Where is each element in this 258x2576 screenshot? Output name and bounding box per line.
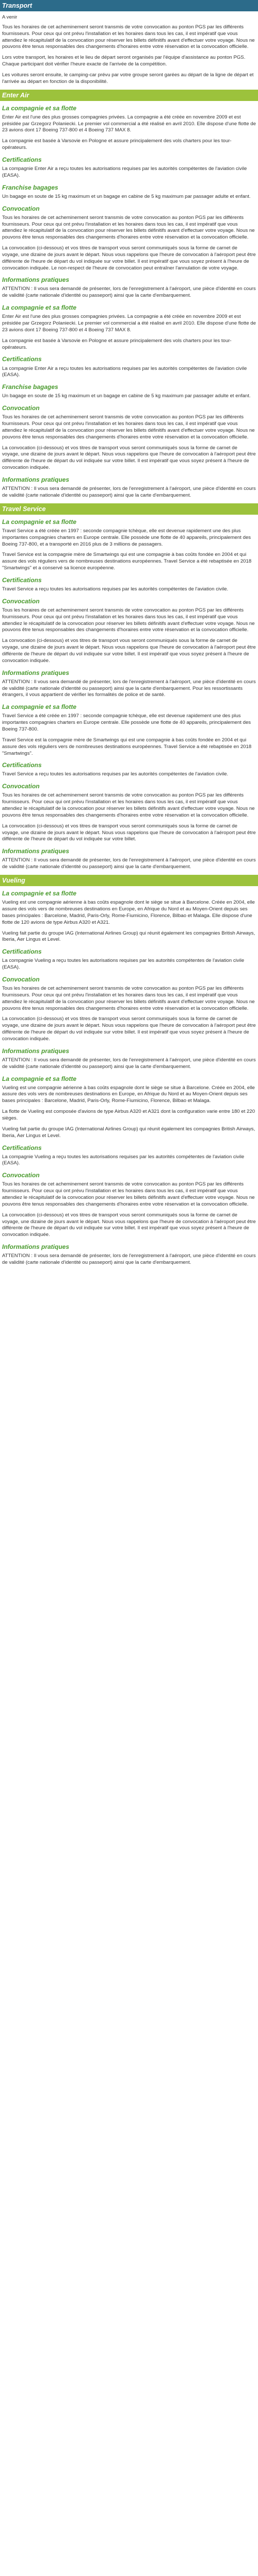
- content-block: [0, 847, 258, 871]
- paragraph: La convocation (ci-dessous) et vos titres de transport vous seront communiqués sous la forme de carnet de voyage, une dizaine de jours avant le départ. Nous vous rappelons que l'heure de convocation à l'aéroport peut être différente de l'heure de départ du vol indiquée sur votre billet. Il est impératif que vous soyez présent à l'heure de convocation indiquée. Le non-respect de l'heure de convocation peut entraîner l'annulation de votre voyage.: [2, 245, 256, 271]
- content-block: [0, 205, 258, 272]
- subsection-heading: Franchise bagages: [2, 183, 58, 191]
- paragraph: Un bagage en soute de 15 kg maximum et un bagage en cabine de 5 kg maximum par passager adulte et enfant.: [2, 193, 251, 199]
- content-block: [0, 975, 258, 1043]
- paragraph: La convocation (ci-dessous) et vos titres de transport vous seront communiqués sous la forme de carnet de voyage, une dizaine de jours avant le départ. Nous vous rappelons que l'heure de convocation à l'aéroport peut être différente de l'heure de départ du vol indiquée sur votre billet.: [2, 823, 256, 842]
- paragraph: ATTENTION : Il vous sera demandé de présenter, lors de l'enregistrement à l'aéroport, une pièce d'identité en cours de validité (carte nationale d'identité ou passeport) ainsi que la carte d'embarquement.: [2, 1253, 256, 1266]
- content-block: [0, 1144, 258, 1167]
- content-block: [0, 1047, 258, 1071]
- subsection-heading: La compagnie et sa flotte: [2, 890, 77, 897]
- paragraph: La compagnie Vueling a reçu toutes les autorisations requises par les autorités compétentes de l'aviation civile (EASA).: [2, 1154, 245, 1166]
- subsection-heading: Certifications: [2, 761, 42, 769]
- section: [0, 503, 258, 871]
- section-title-bar: Transport: [0, 0, 258, 11]
- content-block: [0, 104, 258, 151]
- content-block: [0, 518, 258, 572]
- paragraph: Enter Air est l'une des plus grosses compagnies privées. La compagnie a été créée en novembre 2009 et est présidée par Grzegorz Polaniecki. Le premier vol commercial a été réalisé en avril 2010. Elle dispose d'une flotte de 23 avions dont 17 Boeing 737-800 et 4 Boeing 737 MAX 8.: [2, 314, 256, 333]
- paragraph: ATTENTION : Il vous sera demandé de présenter, lors de l'enregistrement à l'aéroport, une pièce d'identité en cours de validité (carte nationale d'identité ou passeport) ainsi que la carte d'embarquement.: [2, 286, 256, 299]
- subsection-heading: Informations pratiques: [2, 476, 70, 483]
- paragraph: La compagnie Enter Air a reçu toutes les autorisations requises par les autorités compétentes de l'aviation civile (EASA).: [2, 365, 247, 378]
- page: [0, 0, 258, 1270]
- paragraph: ATTENTION : Il vous sera demandé de présenter, lors de l'enregistrement à l'aéroport, une pièce d'identité en cours de validité (carte nationale d'identité ou passeport) ainsi que la carte d'embarquement.: [2, 486, 256, 498]
- subsection-heading: La compagnie et sa flotte: [2, 104, 77, 112]
- paragraph: ATTENTION : Il vous sera demandé de présenter, lors de l'enregistrement à l'aéroport, une pièce d'identité en cours de validité (carte nationale d'identité ou passeport) ainsi que la carte d'embarquement.: [2, 1057, 256, 1070]
- content-block: [0, 476, 258, 499]
- subsection-heading: Convocation: [2, 205, 40, 212]
- content-block: [0, 889, 258, 943]
- paragraph: Tous les horaires de cet acheminement seront transmis de votre convocation au ponton PGS par les différents fournisseurs. Pour ceux qui ont prévu l'installation et les horaires dans tous les cas, il est impératif que vous attendiez le récapitulatif de la convocation pour réserver les billets définitifs avant d'effectuer votre voyage. Nous ne pouvons être tenus responsables des changements d'horaires entre votre réservation et la convocation officielle.: [2, 792, 255, 818]
- paragraph: Travel Service a reçu toutes les autorisations requises par les autorités compétentes de l'aviation civile.: [2, 771, 229, 777]
- paragraph: La compagnie est basée à Varsovie en Pologne et assure principalement des vols charters pour les tour-opérateurs.: [2, 337, 232, 350]
- paragraph: Travel Service a reçu toutes les autorisations requises par les autorités compétentes de l'aviation civile.: [2, 586, 229, 592]
- paragraph: Travel Service a été créée en 1997 : seconde compagnie tchèque, elle est devenue rapidement une des plus importantes compagnies charters en Europe centrale. Elle possède une flotte de 40 appareils, principalement des Boeing 737-800.: [2, 713, 251, 733]
- subsection-heading: Certifications: [2, 355, 42, 363]
- content-block: [0, 669, 258, 699]
- subsection-heading: La compagnie et sa flotte: [2, 518, 77, 526]
- paragraph: La compagnie est basée à Varsovie en Pologne et assure principalement des vols charters pour les tour-opérateurs.: [2, 138, 232, 151]
- section-title-bar: Travel Service: [0, 503, 258, 515]
- subsection-heading: Informations pratiques: [2, 1243, 70, 1251]
- paragraph: Tous les horaires de cet acheminement seront transmis de votre convocation au ponton PGS par les différents fournisseurs. Pour ceux qui ont prévu l'installation et les horaires dans tous les cas, il est impératif que vous attendiez le récapitulatif de la convocation pour réserver les billets définitifs avant d'effectuer votre voyage. Nous ne pouvons être tenus responsables des changements d'horaires entre votre réservation et la convocation officielle.: [2, 24, 255, 50]
- paragraph: ATTENTION : Il vous sera demandé de présenter, lors de l'enregistrement à l'aéroport, une pièce d'identité en cours de validité (carte nationale d'identité ou passeport) ainsi que la carte d'embarquement. Pour les ressortissants étrangers, il vous appartient de vérifier les formalités de police et de santé.: [2, 679, 256, 698]
- paragraph: Tous les horaires de cet acheminement seront transmis de votre convocation au ponton PGS par les différents fournisseurs. Pour ceux qui ont prévu l'installation et les horaires dans tous les cas, il est impératif que vous attendiez le récapitulatif de la convocation pour réserver les billets définitifs avant d'effectuer votre voyage. Nous ne pouvons être tenus responsables des changements d'horaires entre votre réservation et la convocation officielle.: [2, 986, 255, 1011]
- paragraph: La compagnie Enter Air a reçu toutes les autorisations requises par les autorités compétentes de l'aviation civile (EASA).: [2, 165, 247, 178]
- paragraph: Tous les horaires de cet acheminement seront transmis de votre convocation au ponton PGS par les différents fournisseurs. Pour ceux qui ont prévu l'installation et les horaires dans tous les cas, il est impératif que vous attendiez le récapitulatif de la convocation pour réserver les billets définitifs avant d'effectuer votre voyage. Nous ne pouvons être tenus responsables des changements d'horaires entre votre réservation et la convocation officielle.: [2, 214, 255, 241]
- paragraph: Vueling est une compagnie aérienne à bas coûts espagnole dont le siège se situe à Barcelone. Créée en 2004, elle assure des vols vers de nombreuses destinations en Europe, en Afrique du Nord et au Moyen-Orient depuis ses bases principales : Barcelone, Madrid, Paris-Orly, Rome-Fiumicino, Florence, Bilbao et Malaga.: [2, 1084, 255, 1104]
- content-block: [0, 1075, 258, 1140]
- subsection-heading: Convocation: [2, 975, 40, 983]
- paragraph: Tous les horaires de cet acheminement seront transmis de votre convocation au ponton PGS par les différents fournisseurs. Pour ceux qui ont prévu l'installation et les horaires dans tous les cas, il est impératif que vous attendiez le récapitulatif de la convocation pour réserver les billets définitifs avant d'effectuer votre voyage. Nous ne pouvons être tenus responsables des changements d'horaires entre votre réservation et la convocation officielle.: [2, 414, 255, 440]
- paragraph: Travel Service est la compagnie mère de Smartwings qui est une compagnie à bas coûts fondée en 2004 et qui assure des vols réguliers vers de nombreuses destinations européennes. Travel Service a été rebaptisée en 2018 "Smartwings" et a conservé sa licence européenne.: [2, 552, 252, 571]
- paragraph: La compagnie Vueling a reçu toutes les autorisations requises par les autorités compétentes de l'aviation civile (EASA).: [2, 958, 245, 971]
- section: [0, 0, 258, 86]
- paragraph: La flotte de Vueling est composée d'avions de type Airbus A320 et A321 dont la configuration varie entre 180 et 220 sièges.: [2, 1109, 255, 1122]
- paragraph: Tous les horaires de cet acheminement seront transmis de votre convocation au ponton PGS par les différents fournisseurs. Pour ceux qui ont prévu l'installation et les horaires dans tous les cas, il est impératif que vous attendiez le récapitulatif de la convocation pour réserver les billets définitifs avant d'effectuer votre voyage. Nous ne pouvons être tenus responsables des changements d'horaires entre votre réservation et la convocation officielle.: [2, 1181, 255, 1207]
- subsection-heading: Informations pratiques: [2, 1047, 70, 1055]
- subsection-heading: Informations pratiques: [2, 669, 70, 676]
- content-block: [0, 703, 258, 757]
- subsection-heading: Certifications: [2, 1144, 42, 1151]
- section-title-bar: Enter Air: [0, 90, 258, 101]
- content-block: [0, 947, 258, 971]
- paragraph: La convocation (ci-dessous) et vos titres de transport vous seront communiqués sous la forme de carnet de voyage, une dizaine de jours avant le départ. Nous vous rappelons que l'heure de convocation à l'aéroport peut être différente de l'heure de départ du vol indiquée sur votre billet. Il est impératif que vous soyez présent à l'heure de convocation indiquée.: [2, 445, 256, 471]
- paragraph: Vueling fait partie du groupe IAG (International Airlines Group) qui réunit également les compagnies British Airways, Iberia, Aer Lingus et Level.: [2, 930, 255, 943]
- subsection-heading: La compagnie et sa flotte: [2, 703, 77, 711]
- paragraph: La convocation (ci-dessous) et vos titres de transport vous seront communiqués sous la forme de carnet de voyage, une dizaine de jours avant le départ. Nous vous rappelons que l'heure de convocation à l'aéroport peut être différente de l'heure de départ du vol indiquée sur votre billet. Il est impératif que vous soyez présent à l'heure de convocation indiquée.: [2, 1212, 256, 1238]
- paragraph: Travel Service a été créée en 1997 : seconde compagnie tchèque, elle est devenue rapidement une des plus importantes compagnies charters en Europe centrale. Elle possède une flotte de 40 appareils, principalement des Boeing 737-800, et a transporté en 2016 plus de 3 millions de passagers.: [2, 528, 251, 547]
- paragraph: Lors votre transport, les horaires et le lieu de départ seront organisés par l'équipe d'assistance au ponton PGS. Chaque participant doit vérifier l'heure exacte de l'arrivée de la compétition.: [2, 55, 246, 67]
- paragraph: La convocation (ci-dessous) et vos titres de transport vous seront communiqués sous la forme de carnet de voyage, une dizaine de jours avant le départ. Nous vous rappelons que l'heure de convocation à l'aéroport peut être différente de l'heure de départ du vol indiquée sur votre billet. Il est impératif que vous soyez présent à l'heure de convocation indiquée.: [2, 638, 256, 664]
- content-block: [0, 276, 258, 299]
- paragraph: Tous les horaires de cet acheminement seront transmis de votre convocation au ponton PGS par les différents fournisseurs. Pour ceux qui ont prévu l'installation et les horaires dans tous les cas, il est impératif que vous attendiez le récapitulatif de la convocation pour réserver les billets définitifs avant d'effectuer votre voyage. Nous ne pouvons être tenus responsables des changements d'horaires entre votre réservation et la convocation officielle.: [2, 607, 255, 633]
- subsection-heading: La compagnie et sa flotte: [2, 304, 77, 312]
- content-block: [0, 303, 258, 351]
- paragraph: Un bagage en soute de 15 kg maximum et un bagage en cabine de 5 kg maximum par passager adulte et enfant.: [2, 393, 251, 399]
- paragraph: La convocation (ci-dessous) et vos titres de transport vous seront communiqués sous la forme de carnet de voyage, une dizaine de jours avant le départ. Nous vous rappelons que l'heure de convocation à l'aéroport peut être différente de l'heure de départ du vol indiquée sur votre billet. Il est impératif que vous soyez présent à l'heure de convocation indiquée.: [2, 1016, 256, 1042]
- section: [0, 90, 258, 499]
- content-block: [0, 1243, 258, 1266]
- content-block: [0, 782, 258, 843]
- subsection-heading: Franchise bagages: [2, 383, 58, 391]
- subsection-heading: La compagnie et sa flotte: [2, 1075, 77, 1082]
- subsection-heading: Certifications: [2, 576, 42, 584]
- subsection-heading: Convocation: [2, 404, 40, 412]
- subsection-heading: Informations pratiques: [2, 848, 70, 855]
- paragraph: Les voitures seront ensuite, le camping-car prévu par votre groupe seront garées au départ de la ligne de départ et l'arrivée au départ en fonction de la disponibilité.: [2, 72, 254, 84]
- content-block: [0, 761, 258, 778]
- section: [0, 875, 258, 1266]
- subsection-heading: Certifications: [2, 156, 42, 163]
- paragraph: ATTENTION : Il vous sera demandé de présenter, lors de l'enregistrement à l'aéroport, une pièce d'identité en cours de validité (carte nationale d'identité ou passeport) ainsi que la carte d'embarquement.: [2, 857, 256, 870]
- section-title-bar: Vueling: [0, 875, 258, 886]
- paragraph: Travel Service est la compagnie mère de Smartwings qui est une compagnie à bas coûts fondée en 2004 et qui assure des vols réguliers vers de nombreuses destinations européennes. Travel Service a été rebaptisée en 2018 "Smartwings".: [2, 737, 252, 756]
- content-block: [0, 183, 258, 200]
- content-block: [0, 576, 258, 593]
- content-block: [0, 24, 258, 86]
- content-block: [0, 383, 258, 400]
- paragraph: Enter Air est l'une des plus grosses compagnies privées. La compagnie a été créée en novembre 2009 et est présidée par Grzegorz Polaniecki. Le premier vol commercial a été réalisé en avril 2010. Elle dispose d'une flotte de 23 avions dont 17 Boeing 737-800 et 4 Boeing 737 MAX 8.: [2, 114, 256, 133]
- paragraph: Vueling est une compagnie aérienne à bas coûts espagnole dont le siège se situe à Barcelone. Créée en 2004, elle assure des vols vers de nombreuses destinations en Europe, en Afrique du Nord et au Moyen-Orient depuis ses bases principales : Barcelone, Madrid, Paris-Orly, Rome-Fiumicino, Florence, Bilbao et Malaga. Elle dispose d'une flotte de 120 avions de type Airbus A320 et A321.: [2, 900, 255, 925]
- subsection-heading: Informations pratiques: [2, 276, 70, 284]
- subsection-heading: Convocation: [2, 597, 40, 605]
- subsection-heading: Certifications: [2, 948, 42, 956]
- content-block: [0, 404, 258, 471]
- content-block: [0, 156, 258, 179]
- subsection-heading: Convocation: [2, 783, 40, 790]
- content-block: [0, 597, 258, 665]
- section-intro: A venir: [2, 14, 18, 20]
- subsection-heading: Convocation: [2, 1172, 40, 1179]
- content-block: [0, 1171, 258, 1239]
- content-block: [0, 355, 258, 379]
- paragraph: Vueling fait partie du groupe IAG (International Airlines Group) qui réunit également les compagnies British Airways, Iberia, Aer Lingus et Level.: [2, 1126, 255, 1139]
